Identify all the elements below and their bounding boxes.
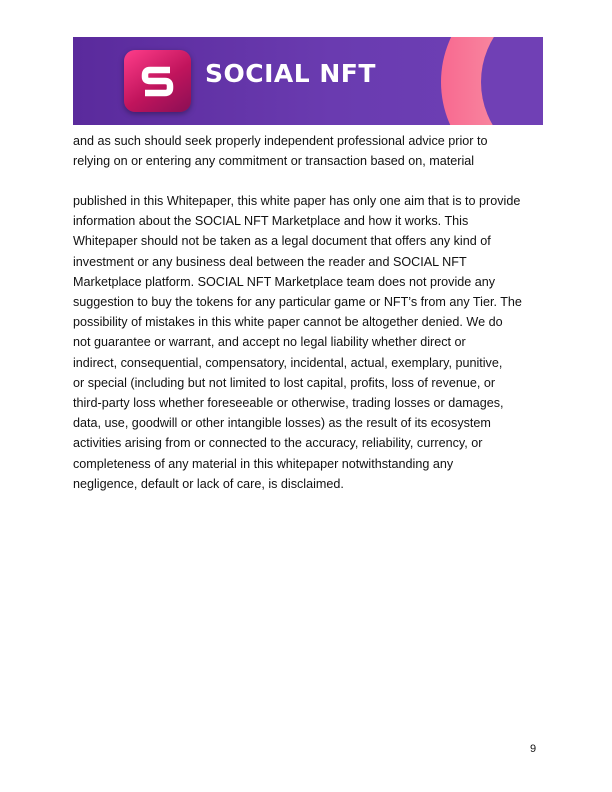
text-line: indirect, consequential, compensatory, incidental, actual, exemplary, punitive, (73, 355, 503, 370)
text-line: possibility of mistakes in this white paper cannot be altogether denied. We do (73, 315, 503, 330)
logo-icon (124, 50, 191, 112)
text-line: activities arising from or connected to the accuracy, reliability, currency, or (73, 436, 483, 451)
page-number: 9 (530, 743, 537, 755)
header-banner (73, 37, 543, 125)
text-line: Whitepaper should not be taken as a legal document that offers any kind of (73, 234, 491, 249)
text-line: Marketplace platform. SOCIAL NFT Marketplace team does not provide any (73, 274, 496, 289)
text-line: published in this Whitepaper, this white paper has only one aim that is to provide (73, 194, 521, 208)
text-line: not guarantee or warrant, and accept no legal liability whether direct or (73, 335, 466, 350)
text-line: suggestion to buy the tokens for any particular game or NFT’s from any Tier. The (73, 295, 522, 310)
text-line: negligence, default or lack of care, is disclaimed. (73, 476, 344, 491)
paragraph-disclaimer (73, 191, 553, 494)
text-line: third-party loss whether foreseeable or otherwise, trading losses or damages, (73, 396, 504, 411)
text-line: investment or any business deal between the reader and SOCIAL NFT (73, 254, 467, 269)
banner-decoration-inner (481, 37, 543, 125)
text-line: data, use, goodwill or other intangible losses) as the result of its ecosystem (73, 416, 491, 431)
brand-name: SOCIAL NFT (205, 59, 376, 88)
logo-s-glyph (124, 50, 191, 112)
paragraph-continuation (73, 131, 553, 171)
text-line: and as such should seek properly independent professional advice prior to (73, 134, 488, 148)
text-line: information about the SOCIAL NFT Marketplace and how it works. This (73, 214, 469, 229)
text-line: completeness of any material in this whitepaper notwithstanding any (73, 456, 454, 471)
text-line: or special (including but not limited to lost capital, profits, loss of revenue, or (73, 375, 496, 390)
text-line: relying on or entering any commitment or transaction based on, material (73, 154, 475, 169)
